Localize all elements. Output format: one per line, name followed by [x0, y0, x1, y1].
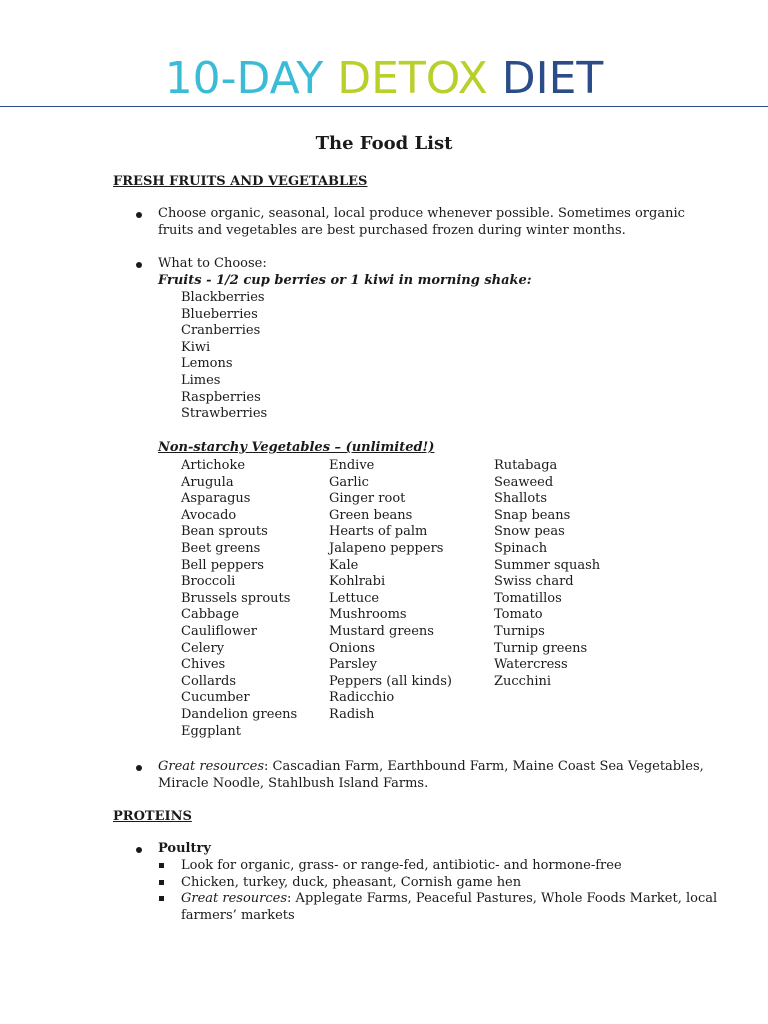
poultry-label: Poultry: [158, 841, 211, 856]
section-heading-proteins: PROTEINS: [113, 809, 192, 824]
great-resources-label: Great resources: [158, 759, 265, 774]
vegetable-item: Zucchini: [494, 673, 552, 689]
vegetable-item: Kale: [329, 557, 359, 573]
vegetable-item: Collards: [181, 673, 237, 689]
vegetable-item: Onions: [329, 640, 376, 656]
fruit-item: Blackberries: [181, 290, 265, 305]
produce-resources-text: : Cascadian Farm, Earthbound Farm, Maine Coast Sea Vegetables,: [264, 759, 704, 774]
sub-bullet-icon: [159, 863, 164, 868]
poultry-resources-line-2: farmers’ markets: [181, 908, 295, 923]
vegetable-item: Tomato: [494, 607, 543, 623]
poultry-resources-text: : Applegate Farms, Peaceful Pastures, Whole Foods Market, local: [287, 891, 718, 906]
sub-bullet-icon: [159, 896, 164, 901]
bullet-icon: [136, 847, 142, 853]
banner-word-diet: DIET: [501, 53, 604, 104]
vegetable-item: Beet greens: [181, 540, 261, 556]
fruit-item: Lemons: [181, 356, 233, 372]
vegetable-item: Asparagus: [181, 491, 251, 507]
fruits-heading: Fruits - 1/2 cup berries or 1 kiwi in morning shake:: [158, 273, 532, 288]
vegetable-item: Avocado: [181, 507, 237, 523]
vegetable-item: Brussels sprouts: [181, 590, 291, 606]
vegetable-item: Garlic: [329, 474, 369, 490]
section-heading-fruits-vegetables: FRESH FRUITS AND VEGETABLES: [113, 174, 368, 189]
vegetable-list-column-1: [181, 458, 297, 740]
bullet-icon: [136, 765, 142, 771]
vegetable-item: Seaweed: [494, 474, 554, 490]
vegetable-item: Mustard greens: [329, 623, 434, 639]
bullet-text-line: Choose organic, seasonal, local produce whenever possible. Sometimes organic: [158, 206, 685, 221]
poultry-resources-line: [181, 891, 717, 908]
vegetable-item: Chives: [181, 657, 226, 673]
vegetable-item: Arugula: [181, 474, 234, 490]
vegetable-item: Turnip greens: [494, 640, 588, 656]
vegetable-item: Artichoke: [181, 458, 246, 473]
vegetable-item: Spinach: [494, 540, 548, 556]
vegetable-item: Ginger root: [329, 491, 406, 507]
vegetable-item: Parsley: [329, 657, 377, 673]
fruit-item: Cranberries: [181, 323, 261, 339]
vegetable-item: Hearts of palm: [329, 524, 428, 540]
vegetable-item: Green beans: [329, 507, 413, 523]
fruit-item: Limes: [181, 372, 221, 388]
vegetable-item: Peppers (all kinds): [329, 673, 452, 689]
document-banner: [0, 54, 768, 104]
vegetable-item: Lettuce: [329, 590, 380, 606]
vegetable-item: Watercress: [494, 657, 568, 673]
vegetable-item: Summer squash: [494, 557, 601, 573]
vegetable-item: Cabbage: [181, 607, 240, 623]
vegetable-item: Snow peas: [494, 524, 565, 540]
produce-resources-line: [158, 759, 704, 776]
fruit-item: Kiwi: [181, 339, 211, 355]
poultry-note-1: Look for organic, grass- or range-fed, antibiotic- and hormone-free: [181, 858, 622, 873]
vegetable-item: Tomatillos: [494, 590, 562, 606]
vegetable-item: Eggplant: [181, 723, 241, 739]
page-title: The Food List: [315, 133, 453, 154]
banner-divider: [0, 106, 768, 107]
vegetable-item: Kohlrabi: [329, 574, 386, 590]
vegetable-item: Endive: [329, 458, 375, 473]
bullet-icon: [136, 212, 142, 218]
vegetable-item: Cucumber: [181, 690, 250, 706]
poultry-note-2: Chicken, turkey, duck, pheasant, Cornish game hen: [181, 875, 522, 890]
fruit-item: Strawberries: [181, 406, 268, 422]
banner-word-detox: DETOX: [337, 53, 488, 104]
vegetable-item: Snap beans: [494, 507, 571, 523]
fruit-item: Raspberries: [181, 389, 261, 405]
vegetable-item: Bean sprouts: [181, 524, 268, 540]
vegetables-heading: Non-starchy Vegetables – (unlimited!): [158, 440, 435, 455]
bullet-text-line: fruits and vegetables are best purchased frozen during winter months.: [158, 223, 626, 238]
vegetable-item: Jalapeno peppers: [329, 540, 444, 556]
vegetable-item: Cauliflower: [181, 623, 257, 639]
fruit-list: [181, 290, 267, 423]
vegetable-item: Radish: [329, 706, 375, 722]
vegetable-item: Dandelion greens: [181, 706, 298, 722]
bullet-icon: [136, 262, 142, 268]
vegetable-list-column-2: [329, 458, 452, 724]
fruit-item: Blueberries: [181, 306, 258, 322]
vegetable-list-column-3: [494, 458, 600, 690]
vegetable-item: Mushrooms: [329, 607, 407, 623]
vegetable-item: Turnips: [494, 623, 545, 639]
great-resources-label: Great resources: [181, 891, 288, 906]
sub-bullet-icon: [159, 880, 164, 885]
produce-resources-line-2: Miracle Noodle, Stahlbush Island Farms.: [158, 776, 429, 791]
vegetable-item: Shallots: [494, 491, 548, 507]
vegetable-item: Celery: [181, 640, 225, 656]
vegetable-item: Broccoli: [181, 574, 236, 590]
vegetable-item: Rutabaga: [494, 458, 558, 473]
vegetable-item: Swiss chard: [494, 574, 574, 590]
vegetable-item: Radicchio: [329, 690, 395, 706]
what-to-choose-label: What to Choose:: [158, 256, 267, 271]
vegetable-item: Bell peppers: [181, 557, 264, 573]
banner-word-10-day: 10-DAY: [164, 53, 324, 104]
